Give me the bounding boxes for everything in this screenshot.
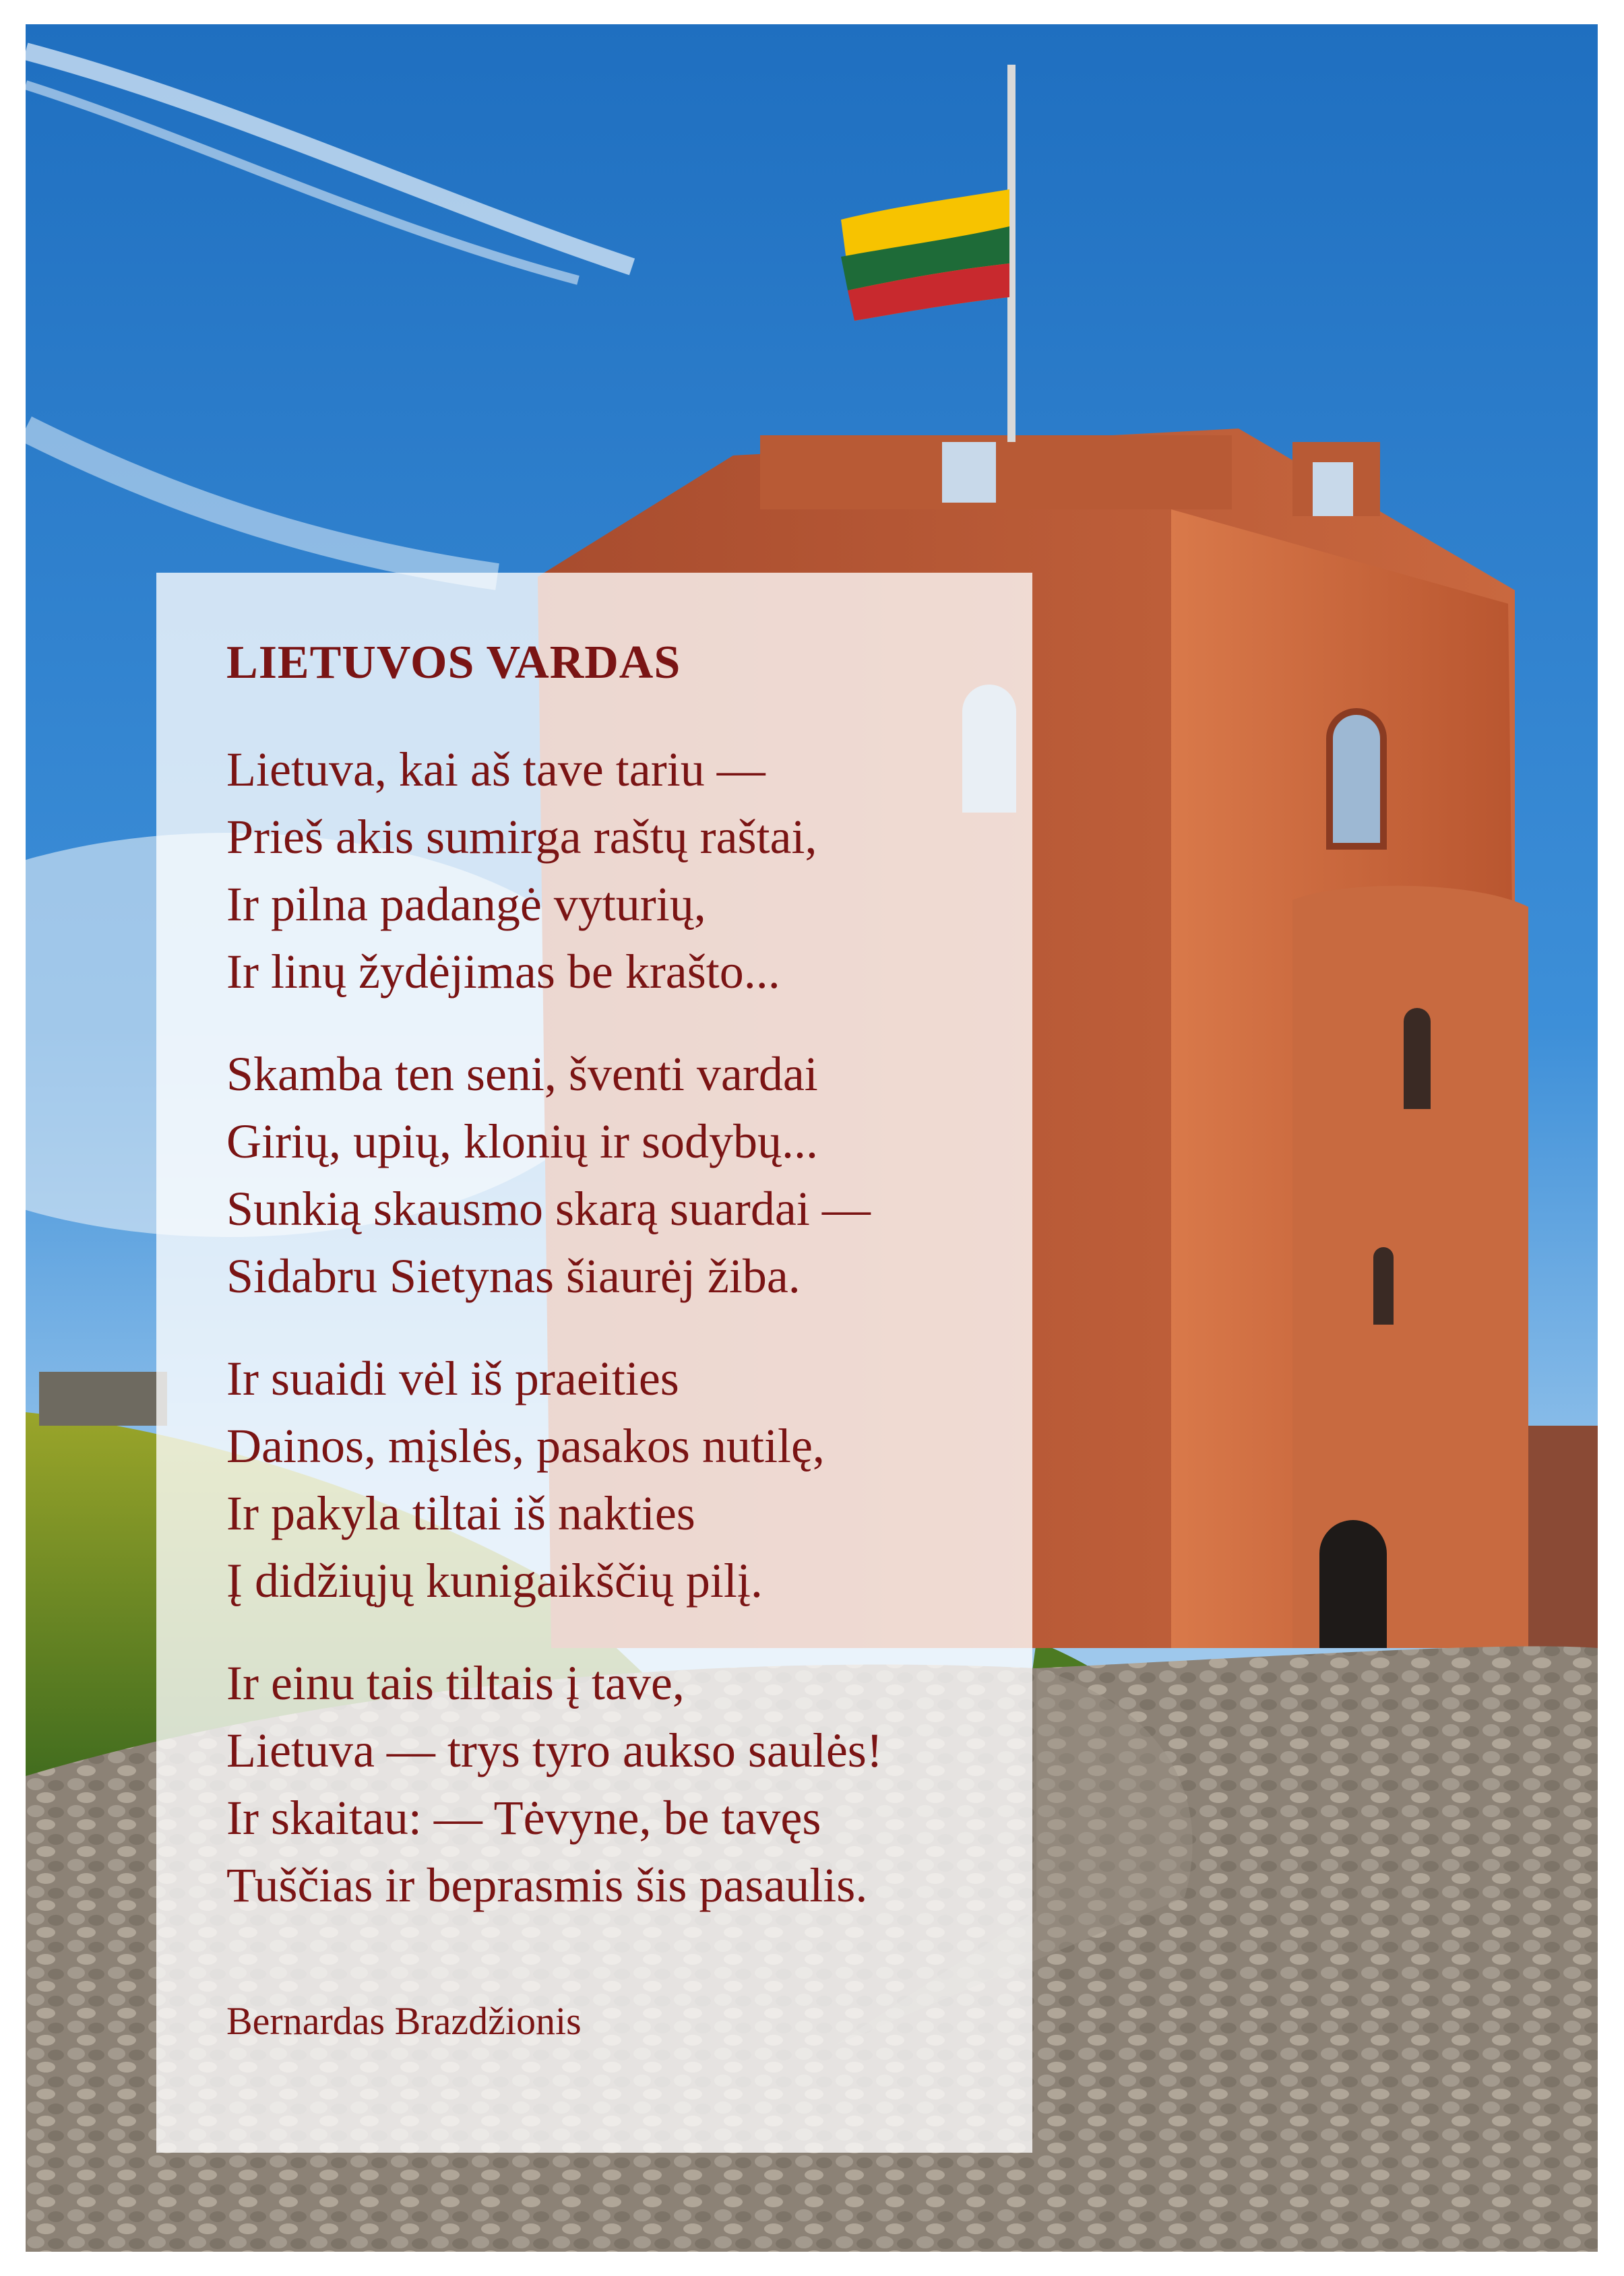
poem-line: Sidabru Sietynas šiaurėj žiba. — [226, 1249, 801, 1303]
poem-line: Lietuva — trys tyro aukso saulės! — [226, 1724, 883, 1777]
poem-line: Dainos, mįslės, pasakos nutilę, — [226, 1419, 825, 1473]
poem-line: Ir pilna padangė vyturių, — [226, 877, 706, 931]
poem-line: Ir linų žydėjimas be krašto... — [226, 945, 780, 999]
stanza-3 — [226, 1345, 962, 1614]
poem-line: Skamba ten seni, šventi vardai — [226, 1047, 818, 1101]
stanza-4 — [226, 1649, 962, 1919]
poem-author: Bernardas Brazdžionis — [226, 1999, 582, 2043]
poem-line: Girių, upių, klonių ir sodybų... — [226, 1114, 818, 1168]
poem-line: Ir skaitau: — Tėvyne, be tavęs — [226, 1791, 821, 1845]
poem-line: Prieš akis sumirga raštų raštai, — [226, 810, 817, 864]
poem-line: Sunkią skausmo skarą suardai — — [226, 1182, 871, 1236]
poem-line: Lietuva, kai aš tave tariu — — [226, 742, 766, 796]
poem-line: Ir einu tais tiltais į tave, — [226, 1656, 685, 1710]
poem-line: Tuščias ir beprasmis šis pasaulis. — [226, 1858, 868, 1912]
poem-panel — [156, 573, 1032, 2153]
stanza-1 — [226, 736, 962, 1005]
poem-title: LIETUVOS VARDAS — [226, 637, 681, 689]
poem-line: Į didžiųjų kunigaikščių pilį. — [226, 1554, 763, 1608]
poem-line: Ir suaidi vėl iš praeities — [226, 1352, 679, 1405]
stanza-2 — [226, 1040, 962, 1310]
poem-line: Ir pakyla tiltai iš nakties — [226, 1486, 695, 1540]
